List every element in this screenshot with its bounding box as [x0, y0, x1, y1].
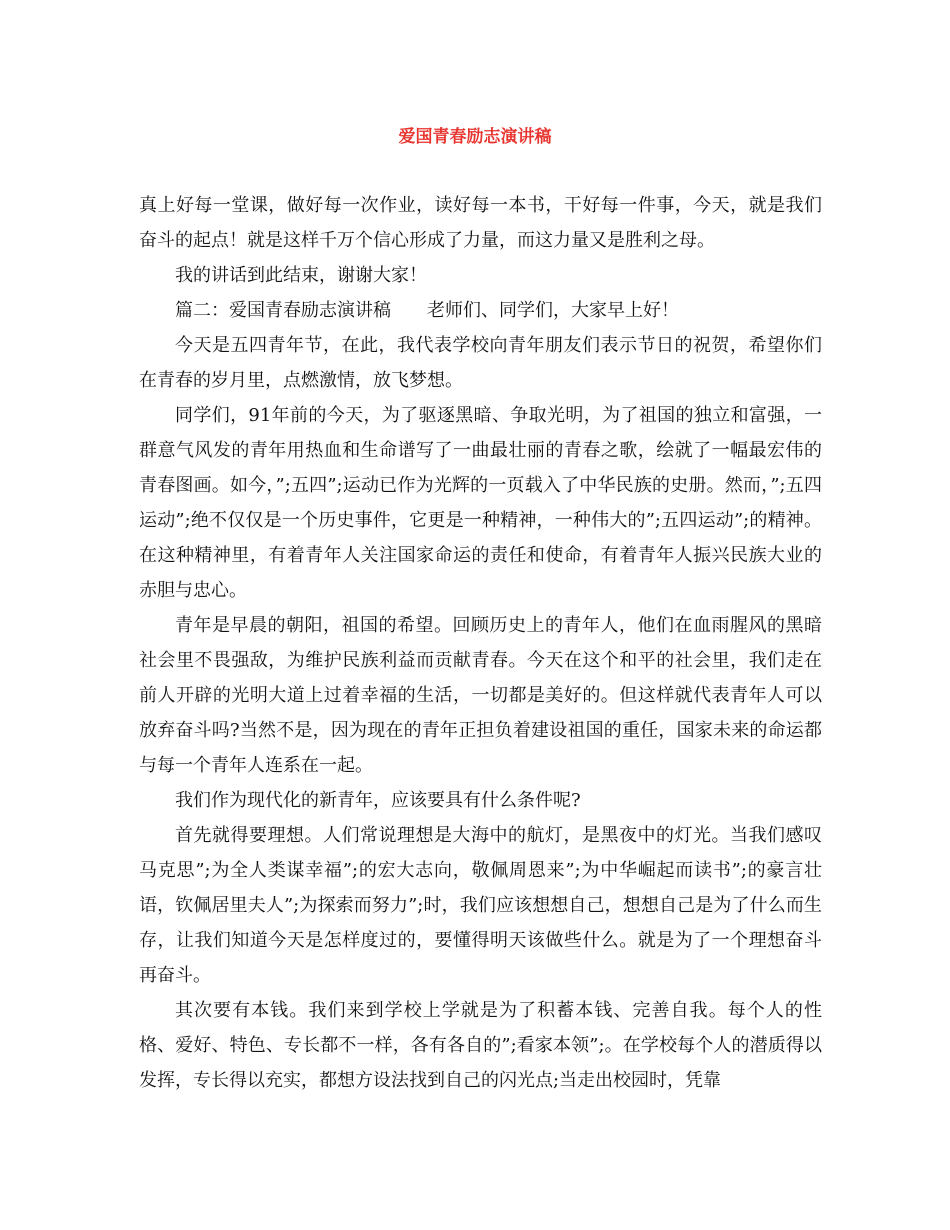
paragraph: 青年是早晨的朝阳，祖国的希望。回顾历史上的青年人，他们在血雨腥风的黑暗社会里不畏强敌，为维护民族利益而贡献青春。今天在这个和平的社会里，我们走在前人开辟的光明大道上过着幸福的生活，一切都是美好的。但这样就代表青年人可以放弃奋斗吗?当然不是，因为现在的青年正担负着建设祖国的重任，国家未来的命运都与每一个青年人连系在一起。: [139, 615, 822, 776]
paragraph: 同学们，91年前的今天，为了驱逐黑暗、争取光明，为了祖国的独立和富强，一群意气风发的青年用热血和生命谱写了一曲最壮丽的青春之歌，绘就了一幅最宏伟的青春图画。如今，”;五四”;运动已作为光辉的一页载入了中华民族的史册。然而，”;五四运动”;绝不仅仅是一个历史事件，它更是一种精神，一种伟大的”;五四运动”;的精神。在这种精神里，有着青年人关注国家命运的责任和使命，有着青年人振兴民族大业的赤胆与忠心。: [139, 405, 822, 601]
paragraph: 其次要有本钱。我们来到学校上学就是为了积蓄本钱、完善自我。每个人的性格、爱好、特色、专长都不一样，各有各自的”;看家本领”;。在学校每个人的潜质得以发挥，专长得以充实，都想方设法找到自己的闪光点;当走出校园时，凭靠: [139, 1000, 822, 1091]
paragraph: 今天是五四青年节，在此，我代表学校向青年朋友们表示节日的祝贺，希望你们在青春的岁月里，点燃激情，放飞梦想。: [139, 335, 822, 391]
paragraph: 真上好每一堂课，做好每一次作业，读好每一本书，干好每一件事，今天，就是我们奋斗的起点！就是这样千万个信心形成了力量，而这力量又是胜利之母。: [139, 195, 822, 251]
document-title: 爱国青春励志演讲稿: [398, 127, 552, 147]
document-body: [139, 188, 822, 1098]
paragraph: 篇二：爱国青春励志演讲稿 老师们、同学们，大家早上好！: [175, 300, 679, 321]
paragraph: 我们作为现代化的新青年，应该要具有什么条件呢?: [175, 790, 581, 811]
paragraph: 我的讲话到此结束，谢谢大家！: [175, 265, 427, 286]
paragraph: 首先就得要理想。人们常说理想是大海中的航灯，是黑夜中的灯光。当我们感叹马克思”;为全人类谋幸福”;的宏大志向，敬佩周恩来”;为中华崛起而读书”;的豪言壮语，钦佩居里夫人”;为探索而努力”;时，我们应该想想自己，想想自己是为了什么而生存，让我们知道今天是怎样度过的，要懂得明天该做些什么。就是为了一个理想奋斗再奋斗。: [139, 825, 822, 986]
